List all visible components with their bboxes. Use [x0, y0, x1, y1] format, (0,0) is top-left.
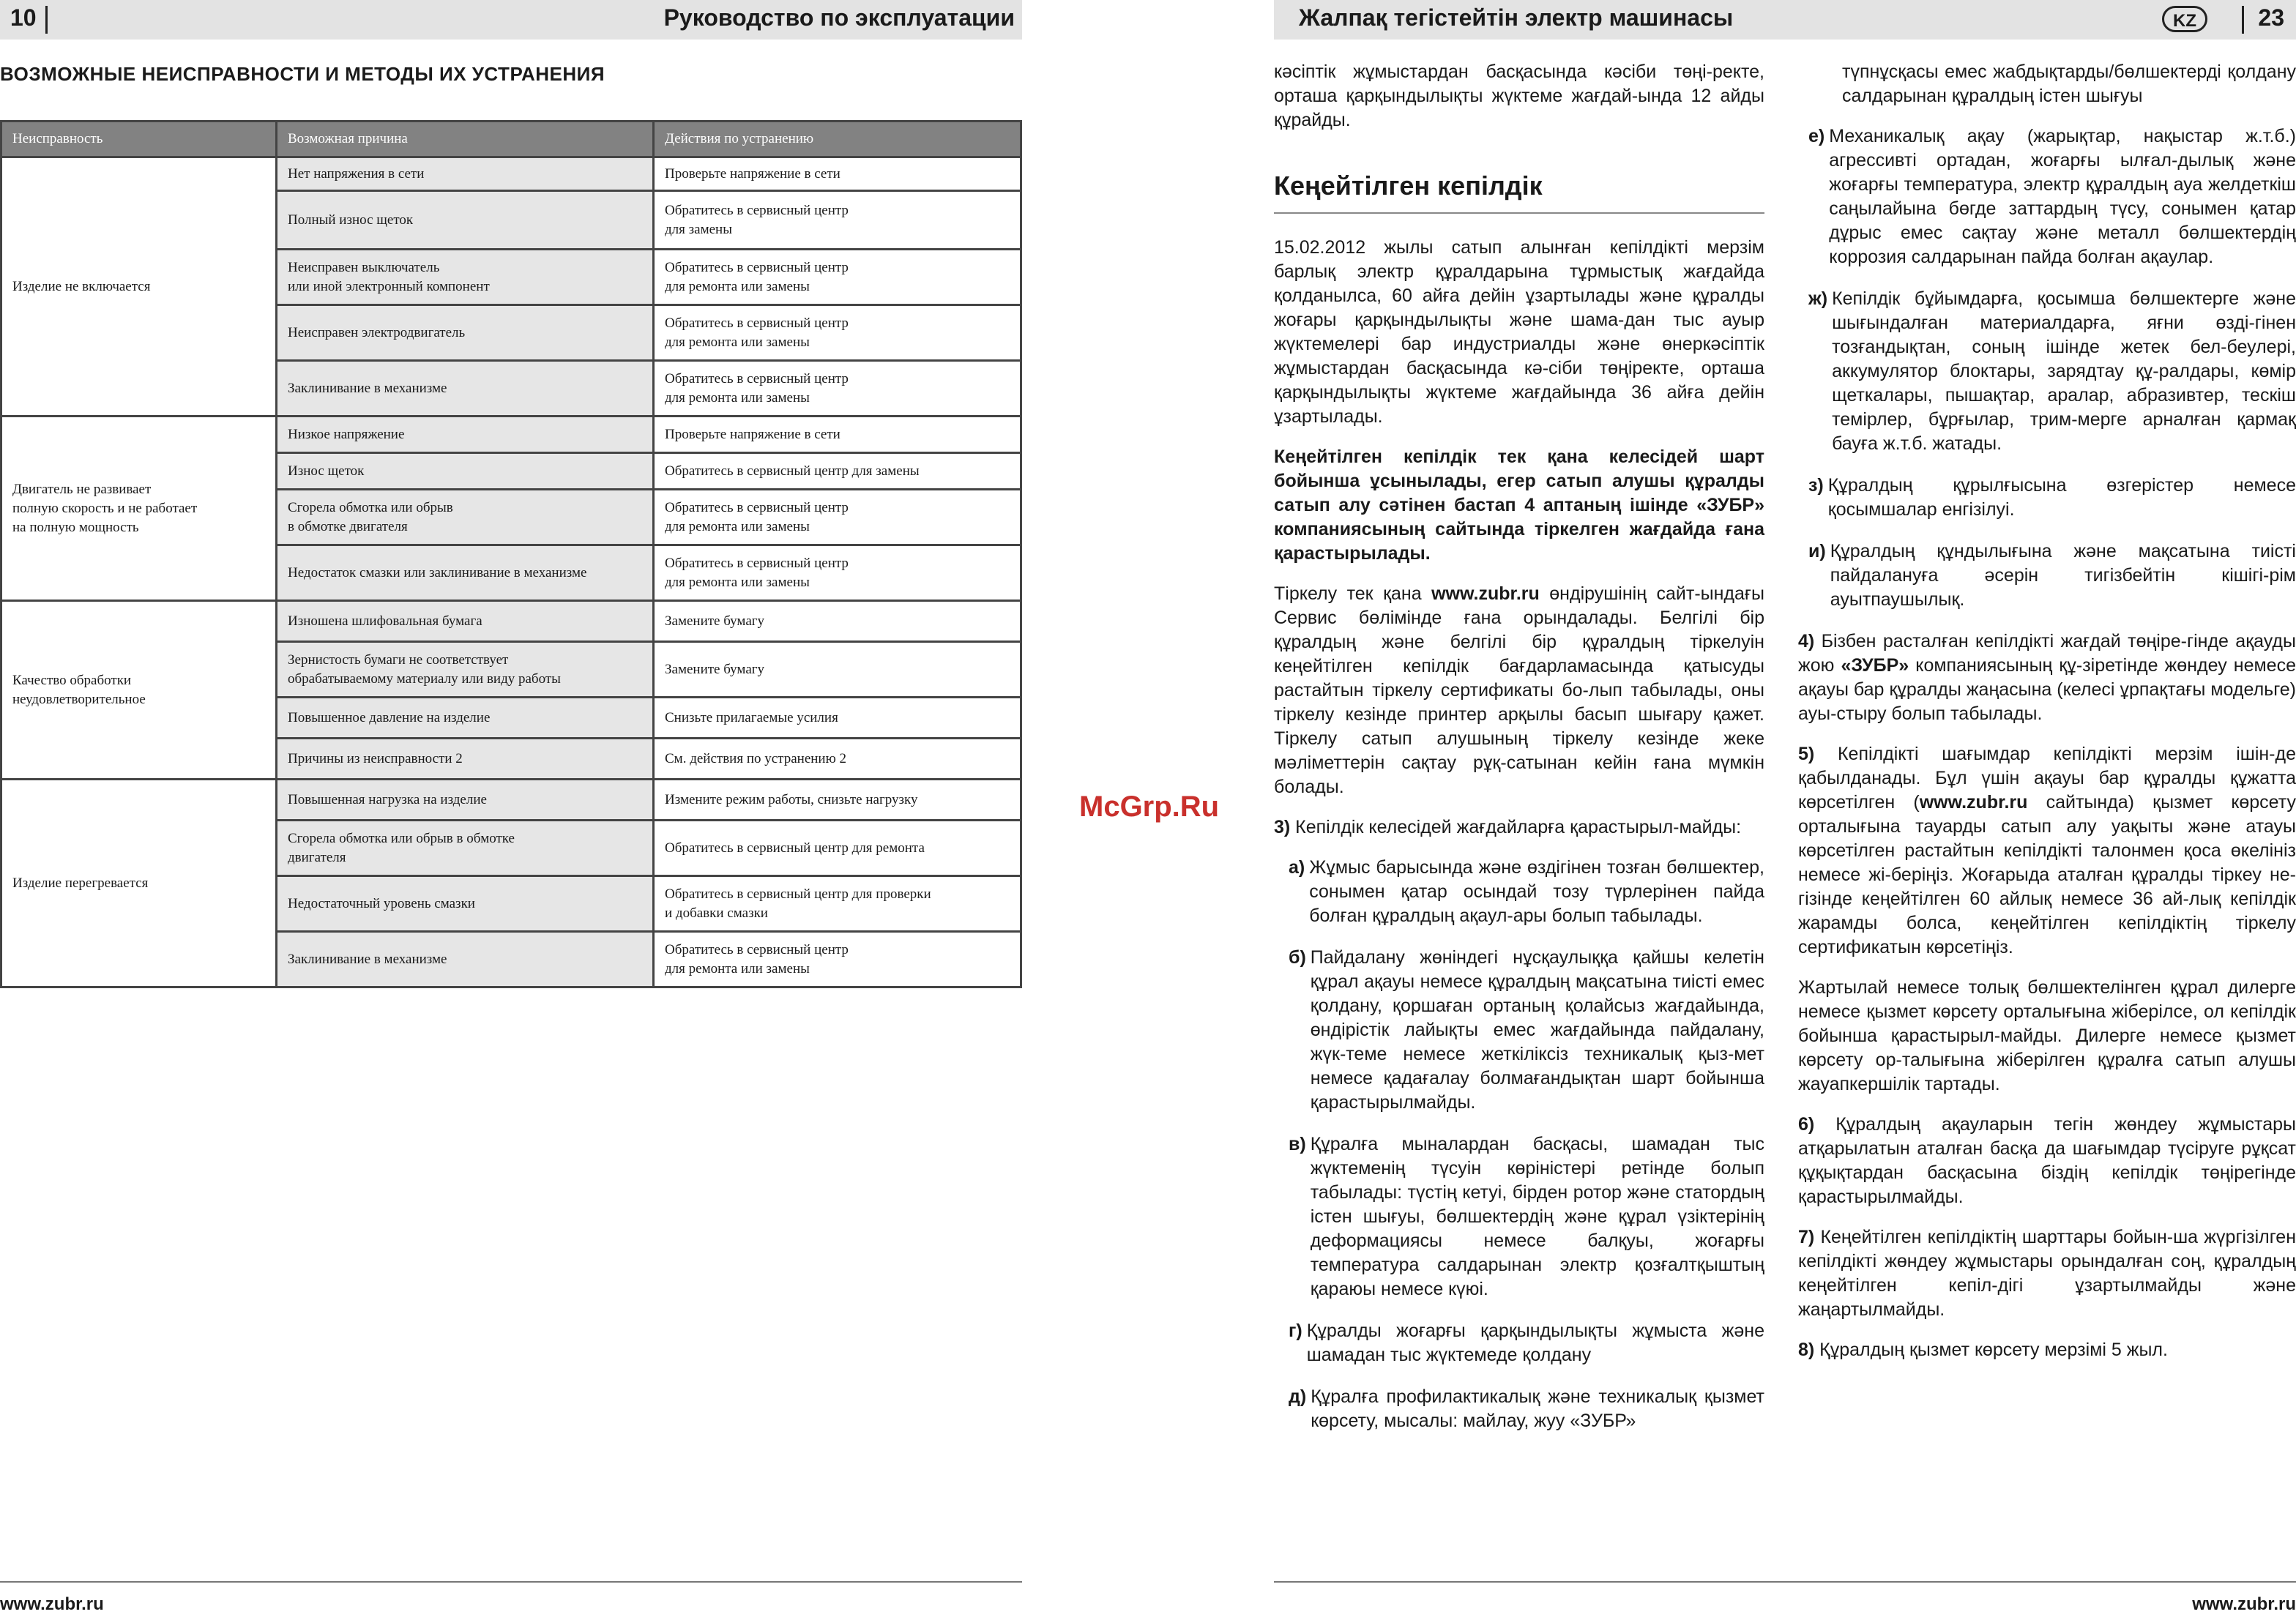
- item-number: 5): [1798, 744, 1815, 764]
- action-cell: Обратитесь в сервисный центр для проверки и добавки смазки: [654, 876, 1021, 932]
- column-header: Действия по устранению: [654, 122, 1021, 157]
- right-page-number: 23: [2258, 4, 2284, 31]
- right-header-title: Жалпақ тегістейтін электр машинасы: [1299, 4, 1734, 31]
- text-run: Құралдың қызмет көрсету мерзімі 5 жыл.: [1814, 1340, 2168, 1360]
- cause-cell: Неисправен электродвигатель: [277, 305, 654, 361]
- text-column-2: [1798, 60, 2296, 1378]
- right-footer-url[interactable]: www.zubr.ru: [2192, 1594, 2296, 1614]
- list-text: Құралға мыналардан басқасы, шамадан тыс жүктеменің түсуін көріністері ретінде болып табылады: түстің кетуі, бірден ротор және статордың істен шығуы, бөлшектердің және құрал үзіктерінің деформациясы немесе балқуы, жоғарғы температура салдарынан электр қозғалтқыштың қараюы немесе күюі.: [1310, 1134, 1764, 1299]
- list-item: [1289, 946, 1764, 1115]
- column-header: Неисправность: [1, 122, 277, 157]
- list-label: е): [1808, 126, 1825, 146]
- list-item: [1808, 124, 2296, 269]
- paragraph-bold: Кеңейтілген кепілдік тек қана келесідей шарт бойынша ұсынылады, егер сатып алушы құралды сатып алу сәтінен бастап 4 аптаның ішінде «ЗУБР» компаниясының сайтында тіркелген жағдайда ғана қарастырылады.: [1274, 447, 1764, 564]
- item-number: 7): [1798, 1227, 1815, 1247]
- action-cell: Обратитесь в сервисный центр для замены: [654, 453, 1021, 490]
- list-item: [1289, 1385, 1764, 1433]
- paragraph: Жартылай немесе толық бөлшектелінген құрал дилерге немесе қызмет көрсету орталығына жіберілсе, ол кепілдік бойынша қарастырыл-майды. Дилерге немесе қызмет көрсету ор-талығына жіберілген құралға сатып алушы жауапкершілік тартады.: [1798, 977, 2296, 1094]
- cause-cell: Низкое напряжение: [277, 417, 654, 453]
- watermark: McGrp.Ru: [1079, 791, 1220, 823]
- cause-cell: Заклинивание в механизме: [277, 932, 654, 987]
- list-label: в): [1289, 1134, 1306, 1154]
- cause-cell: Сгорела обмотка или обрыв в обмотке двигателя: [277, 821, 654, 876]
- text-run: Кепілдік келесідей жағдайларға қарастырыл-майды:: [1290, 817, 1742, 837]
- paragraph: [1798, 1225, 2296, 1322]
- list-text: Механикалық ақау (жарықтар, нақыстар ж.т.б.) агрессивті ортадан, жоғарғы ылғал-дылық және жоғарғы температура, электр құралдың ауа желдеткіш саңылайына бөгде заттардың түсу, сонымен қатар дұрыс емес сақтау және металл бөлшектердің коррозия салдарынан пайда болған ақаулар.: [1829, 126, 2296, 267]
- table-row: [1, 601, 1021, 642]
- action-cell: Обратитесь в сервисный центр для ремонта: [654, 821, 1021, 876]
- list-text: Жұмыс барысында және өздігінен тозған бөлшектер, сонымен қатар осындай тозу түрлерінен пайда болған құралдың ақаул-ары болып табылады.: [1309, 857, 1764, 926]
- list-label: ж): [1808, 288, 1828, 309]
- text-run: Құралдың ақауларын тегін жөндеу жұмыстары атқарылатын аталған басқа да шағымдар түсіруге рұқсат құқықтардан басқасына біздің кепілдік төңірегінде қарастырылмайды.: [1798, 1114, 2296, 1207]
- paragraph: [1798, 1113, 2296, 1209]
- text-run: Кепілдікті шағымдар кепілдікті мерзім ішін-де қабылданады. Бұл үшін ақауы бар құралды құжатта көрсетілген (: [1798, 744, 2296, 813]
- cause-cell: Неисправен выключатель или иной электронный компонент: [277, 250, 654, 305]
- header-separator: [45, 6, 48, 34]
- paragraph: [1798, 630, 2296, 726]
- cause-cell: Повышенное давление на изделие: [277, 698, 654, 739]
- header-separator: [2242, 6, 2244, 34]
- cause-cell: Повышенная нагрузка на изделие: [277, 780, 654, 821]
- column-header: Возможная причина: [277, 122, 654, 157]
- footer-line: [1274, 1581, 2296, 1583]
- exclusion-list-cont: [1798, 124, 2296, 612]
- paragraph: 15.02.2012 жылы сатып алынған кепілдікті мерзім барлық электр құралдарына тұрмыстық жағдайда қолданылса, 60 айға дейін ұзартылады және құралды жоғары қарқындылықты және шама-дан тыс ауыр жүктемелері бар индустриалды және өнеркәсіптік жұмыстардан басқасында кә-сіби төңіректе, орташа қарқындылықты жүктеме жағдайында 36 айға дейін ұзартылады.: [1274, 237, 1764, 427]
- paragraph: [1798, 742, 2296, 960]
- list-label: и): [1808, 541, 1826, 561]
- action-cell: Обратитесь в сервисный центр для ремонта или замены: [654, 490, 1021, 545]
- left-header-title: Руководство по эксплуатации: [663, 4, 1015, 31]
- action-cell: Снизьте прилагаемые усилия: [654, 698, 1021, 739]
- list-label: б): [1289, 947, 1306, 968]
- fault-cell: Изделие не включается: [1, 157, 277, 417]
- item-number: 3): [1274, 817, 1291, 837]
- cause-cell: Недостаток смазки или заклинивание в механизме: [277, 545, 654, 601]
- cause-cell: Износ щеток: [277, 453, 654, 490]
- heading-rule: [1274, 212, 1764, 214]
- cause-cell: Заклинивание в механизме: [277, 361, 654, 417]
- text-run: өндірушінің сайт-ындағы Сервис бөлімінде ғана орындалады. Белгілі бір құралдың және белгілі бір құралдың тіркелуін кеңейтілген кепілдік бағдарламасында қатысуды растайтын тіркелу сертификаты бо-лып табылады, оны тіркелу кезінде принтер арқылы басып шығару қажет. Тіркелу сатып алушының тіркелу кезінде жеке мәліметтерін сақтау рұқ-сатынан кейін ғана мүмкін болады.: [1274, 583, 1764, 797]
- action-cell: Обратитесь в сервисный центр для ремонта или замены: [654, 932, 1021, 987]
- list-item: [1289, 1132, 1764, 1302]
- language-badge: KZ: [2162, 6, 2207, 32]
- list-item: [1808, 474, 2296, 522]
- list-text: Құралдың құндылығына және мақсатына тиісті пайдалануға әсерін тигізбейтін кішігі-рім ауытпаушылық.: [1830, 541, 2296, 610]
- list-text: Пайдалану жөніндегі нұсқаулыққа қайшы келетін құрал ақауы немесе құралдың мақсатына тиісті емес қолдану, қоршаған ортаның қолайсыз жағдайында, өндірістік лайықты емес жағдайында пайдалану, жүк-теме немесе жеткіліксіз техникалық қыз-мет немесе қадағалау болмағандықтан шарт бойынша қарастырылмайды.: [1310, 947, 1764, 1113]
- paragraph: [1274, 582, 1764, 799]
- item-number: 8): [1798, 1340, 1815, 1360]
- list-item: [1808, 287, 2296, 456]
- table-row: [1, 780, 1021, 821]
- action-cell: Проверьте напряжение в сети: [654, 157, 1021, 191]
- right-page: [1274, 0, 2296, 1617]
- fault-cell: Двигатель не развивает полную скорость и не работает на полную мощность: [1, 417, 277, 601]
- action-cell: Замените бумагу: [654, 642, 1021, 698]
- list-item: [1808, 539, 2296, 612]
- left-page: [0, 0, 1025, 1617]
- list-text: Құралға профилактикалық және техникалық қызмет көрсету, мысалы: майлау, жуу «ЗУБР»: [1311, 1386, 1764, 1431]
- table-header-row: [1, 122, 1021, 157]
- paragraph: [1798, 1338, 2296, 1362]
- site-link[interactable]: www.zubr.ru: [1919, 792, 2028, 813]
- left-footer-url[interactable]: www.zubr.ru: [0, 1594, 104, 1614]
- section-title: ВОЗМОЖНЫЕ НЕИСПРАВНОСТИ И МЕТОДЫ ИХ УСТРАНЕНИЯ: [0, 63, 605, 85]
- text-run: сайтында) қызмет көрсету орталығына тауарды сатып алу уақыты және атауы көрсетілген растайтын кепілдікті талонмен қоса өкелініз немесе жі-беріңіз. Жоғарыда аталған құралды тіркеу не-гізінде кеңейтілген 60 айлық немесе 36 ай-лық кепілдік жарамды болса, кеңейтілген кепілдіктің тіркелу сертификатын көрсетіңіз.: [1798, 792, 2296, 957]
- cause-cell: Причины из неисправности 2: [277, 739, 654, 780]
- fault-cell: Качество обработки неудовлетворительное: [1, 601, 277, 780]
- cause-cell: Полный износ щеток: [277, 191, 654, 250]
- item-number: 4): [1798, 631, 1815, 651]
- action-cell: Обратитесь в сервисный центр для ремонта или замены: [654, 545, 1021, 601]
- cause-cell: Изношена шлифовальная бумага: [277, 601, 654, 642]
- cause-cell: Нет напряжения в сети: [277, 157, 654, 191]
- action-cell: Измените режим работы, снизьте нагрузку: [654, 780, 1021, 821]
- action-cell: См. действия по устранению 2: [654, 739, 1021, 780]
- list-label: а): [1289, 857, 1305, 878]
- section-heading: Кеңейтілген кепілдік: [1274, 171, 1543, 201]
- paragraph: кәсіптік жұмыстардан басқасында кәсіби төңі-ректе, орташа қарқындылықты жүктеме жағдай-ында 12 айды құрайды.: [1274, 61, 1764, 130]
- cause-cell: Сгорела обмотка или обрыв в обмотке двигателя: [277, 490, 654, 545]
- action-cell: Обратитесь в сервисный центр для ремонта или замены: [654, 250, 1021, 305]
- exclusion-list: [1274, 856, 1764, 1433]
- left-page-number: 10: [10, 4, 37, 31]
- list-text: Құралды жоғарғы қарқындылықты жұмыста және шамадан тыс жүктемеде қолдану: [1306, 1321, 1764, 1365]
- cause-cell: Недостаточный уровень смазки: [277, 876, 654, 932]
- paragraph: [1274, 815, 1764, 840]
- text-run: Тіркелу тек қана: [1274, 583, 1432, 604]
- list-label: з): [1808, 475, 1824, 496]
- list-item: [1289, 1319, 1764, 1367]
- list-text: Кепілдік бұйымдарға, қосымша бөлшектерге және шығындалған материалдарға, яғни өзді-гінен тозғандықтан, соның ішінде жетек бел-беулері, аккумулятор блоктары, зарядтау құ-ралдары, көмір щеткалары, пышақтар, аралар, абразивтер, тескіш темірлер, бұрғылар, трим-мерге арналған қармақ бауға ж.т.б. жатады.: [1832, 288, 2296, 454]
- cause-cell: Зернистость бумаги не соответствует обрабатываемому материалу или виду работы: [277, 642, 654, 698]
- text-run: компаниясының құ-зіретінде жөндеу немесе ақауы бар құралды жаңасына (келесі ұрпақтағы модельге) ауы-стыру болып табылады.: [1798, 655, 2296, 724]
- site-link[interactable]: www.zubr.ru: [1431, 583, 1540, 604]
- list-item: [1289, 856, 1764, 928]
- action-cell: Замените бумагу: [654, 601, 1021, 642]
- action-cell: Обратитесь в сервисный центр для ремонта или замены: [654, 305, 1021, 361]
- footer-line: [0, 1581, 1022, 1583]
- faults-table: [0, 120, 1022, 988]
- brand-name: «ЗУБР»: [1841, 655, 1909, 676]
- text-run: Кеңейтілген кепілдіктің шарттары бойын-ша жүргізілген кепілдікті жөндеу жұмыстары орындалған соң, құралдың кеңейтілген кепіл-дігі ұзартылмайды және жаңартылмайды.: [1798, 1227, 2296, 1320]
- action-cell: Обратитесь в сервисный центр для ремонта или замены: [654, 361, 1021, 417]
- list-label: д): [1289, 1386, 1307, 1407]
- table-row: [1, 157, 1021, 191]
- action-cell: Проверьте напряжение в сети: [654, 417, 1021, 453]
- list-label: г): [1289, 1321, 1302, 1341]
- item-number: 6): [1798, 1114, 1815, 1135]
- table-row: [1, 417, 1021, 453]
- fault-cell: Изделие перегревается: [1, 780, 277, 987]
- action-cell: Обратитесь в сервисный центр для замены: [654, 191, 1021, 250]
- text-column-1: [1274, 60, 1764, 1451]
- text-run: Бізбен расталған кепілдікті жағдай төңіре-гінде ақауды жою: [1798, 631, 2296, 676]
- paragraph: түпнұсқасы емес жабдықтарды/бөлшектерді қолдану салдарынан құралдың істен шығуы: [1842, 61, 2296, 106]
- list-text: Құралдың құрылғысына өзгерістер немесе қосымшалар енгізілуі.: [1827, 475, 2296, 520]
